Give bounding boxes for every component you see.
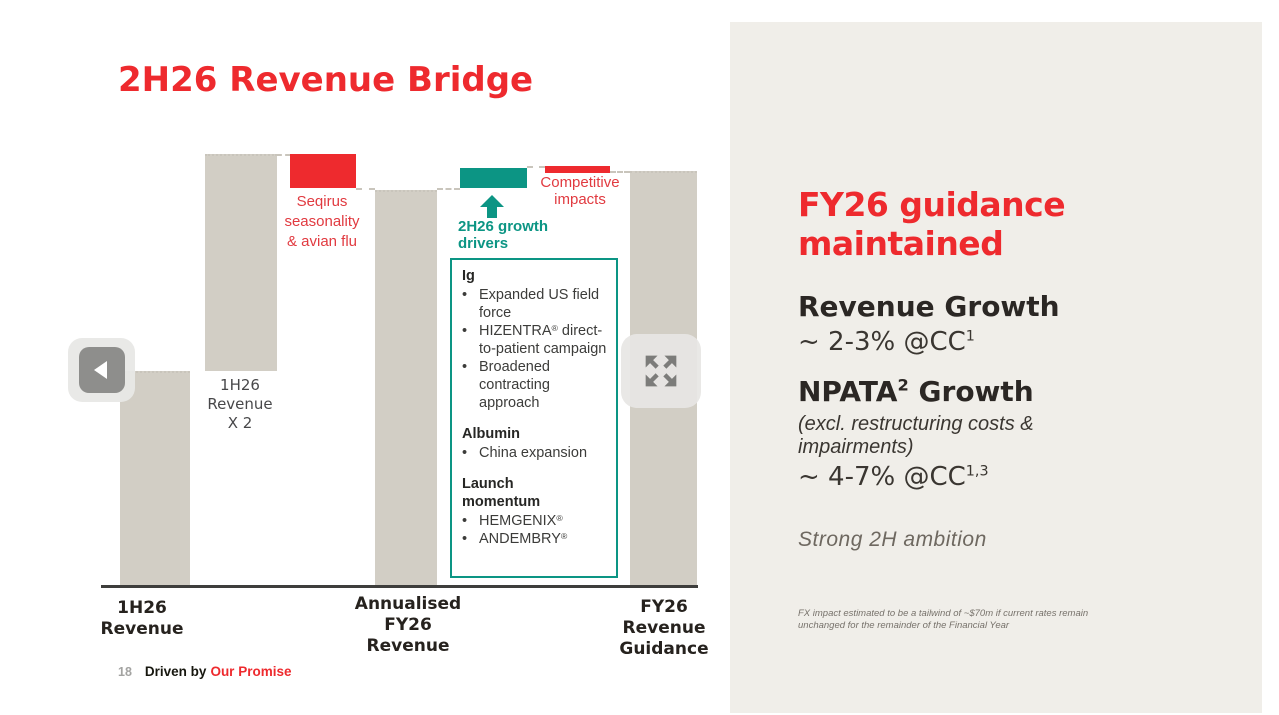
competitive-impacts-label: Competitive impacts — [540, 174, 620, 208]
guidance-panel — [730, 22, 1262, 713]
npata-growth-value: ~ 4-7% @CC$^{1,3}$ — [798, 462, 989, 492]
ambition-note: Strong 2H ambition — [798, 528, 987, 551]
box-section-heading: Ig — [462, 268, 475, 284]
bar-seqirus-impact — [290, 154, 356, 188]
connector-line — [277, 154, 290, 156]
bullet-item: • China expansion — [462, 444, 608, 462]
prev-slide-button[interactable] — [68, 338, 135, 402]
box-section-albumin — [462, 425, 608, 462]
page-title: 2H26 Revenue Bridge — [118, 60, 534, 100]
bullet-item: • Broadened contracting approach — [462, 358, 608, 412]
up-arrow-icon — [487, 206, 497, 218]
connector-line — [437, 188, 460, 190]
x-axis-label-1h26: 1H26 Revenue — [100, 598, 184, 639]
box-section-heading: Launch momentum — [462, 476, 541, 510]
guidance-heading: FY26 guidance maintained — [798, 185, 1066, 263]
bar-growth-drivers — [460, 168, 527, 188]
slide-footer — [118, 664, 291, 679]
footer-brand: Our Promise — [210, 664, 292, 679]
fx-footnote: FX impact estimated to be a tailwind of ~$70m if current rates remain unchanged for the remainder of the Financial Year — [798, 608, 1089, 631]
left-arrow-icon — [94, 361, 107, 379]
x-axis-line — [101, 585, 698, 588]
revenue-growth-label: Revenue Growth — [798, 290, 1060, 323]
expand-arrows-icon — [638, 348, 684, 394]
bullet-item: • HEMGENIX® — [462, 512, 608, 530]
bar-annualised-fy26 — [375, 190, 437, 586]
growth-drivers-box — [450, 258, 618, 578]
revenue-growth-value: ~ 2-3% $@CC^1$ — [798, 327, 975, 357]
connector-line — [610, 171, 630, 173]
bar2-annotation: 1H26 Revenue X 2 — [207, 376, 273, 432]
connector-line — [527, 166, 545, 168]
box-section-ig — [462, 267, 608, 412]
x-axis-label-annualised: Annualised FY26 Revenue — [354, 594, 462, 656]
npata-qualifier: (excl. restructuring costs & impairments) — [798, 413, 1034, 458]
box-section-heading: Albumin — [462, 426, 520, 442]
npata-growth-label: NPATA$^2$ Growth — [798, 375, 1034, 408]
connector-line — [356, 188, 375, 190]
bar-1h26-revenue — [120, 371, 190, 586]
bar-1h26-x2 — [205, 154, 277, 371]
bullet-item: • Expanded US field force — [462, 286, 608, 322]
seqirus-label: Seqirus seasonality & avian flu — [284, 193, 360, 250]
bullet-item: • ANDEMBRY® — [462, 530, 608, 548]
box-section-launch — [462, 475, 608, 548]
x-axis-label-guidance: FY26 Revenue Guidance — [619, 597, 709, 659]
page-number: 18 — [118, 665, 132, 679]
growth-drivers-label: 2H26 growth drivers — [458, 218, 549, 252]
footer-tagline: Driven by — [144, 664, 207, 679]
bar-competitive-impacts — [545, 166, 610, 173]
expand-button[interactable] — [621, 334, 701, 408]
bullet-item: • HIZENTRA® direct-to-patient campaign — [462, 322, 608, 358]
